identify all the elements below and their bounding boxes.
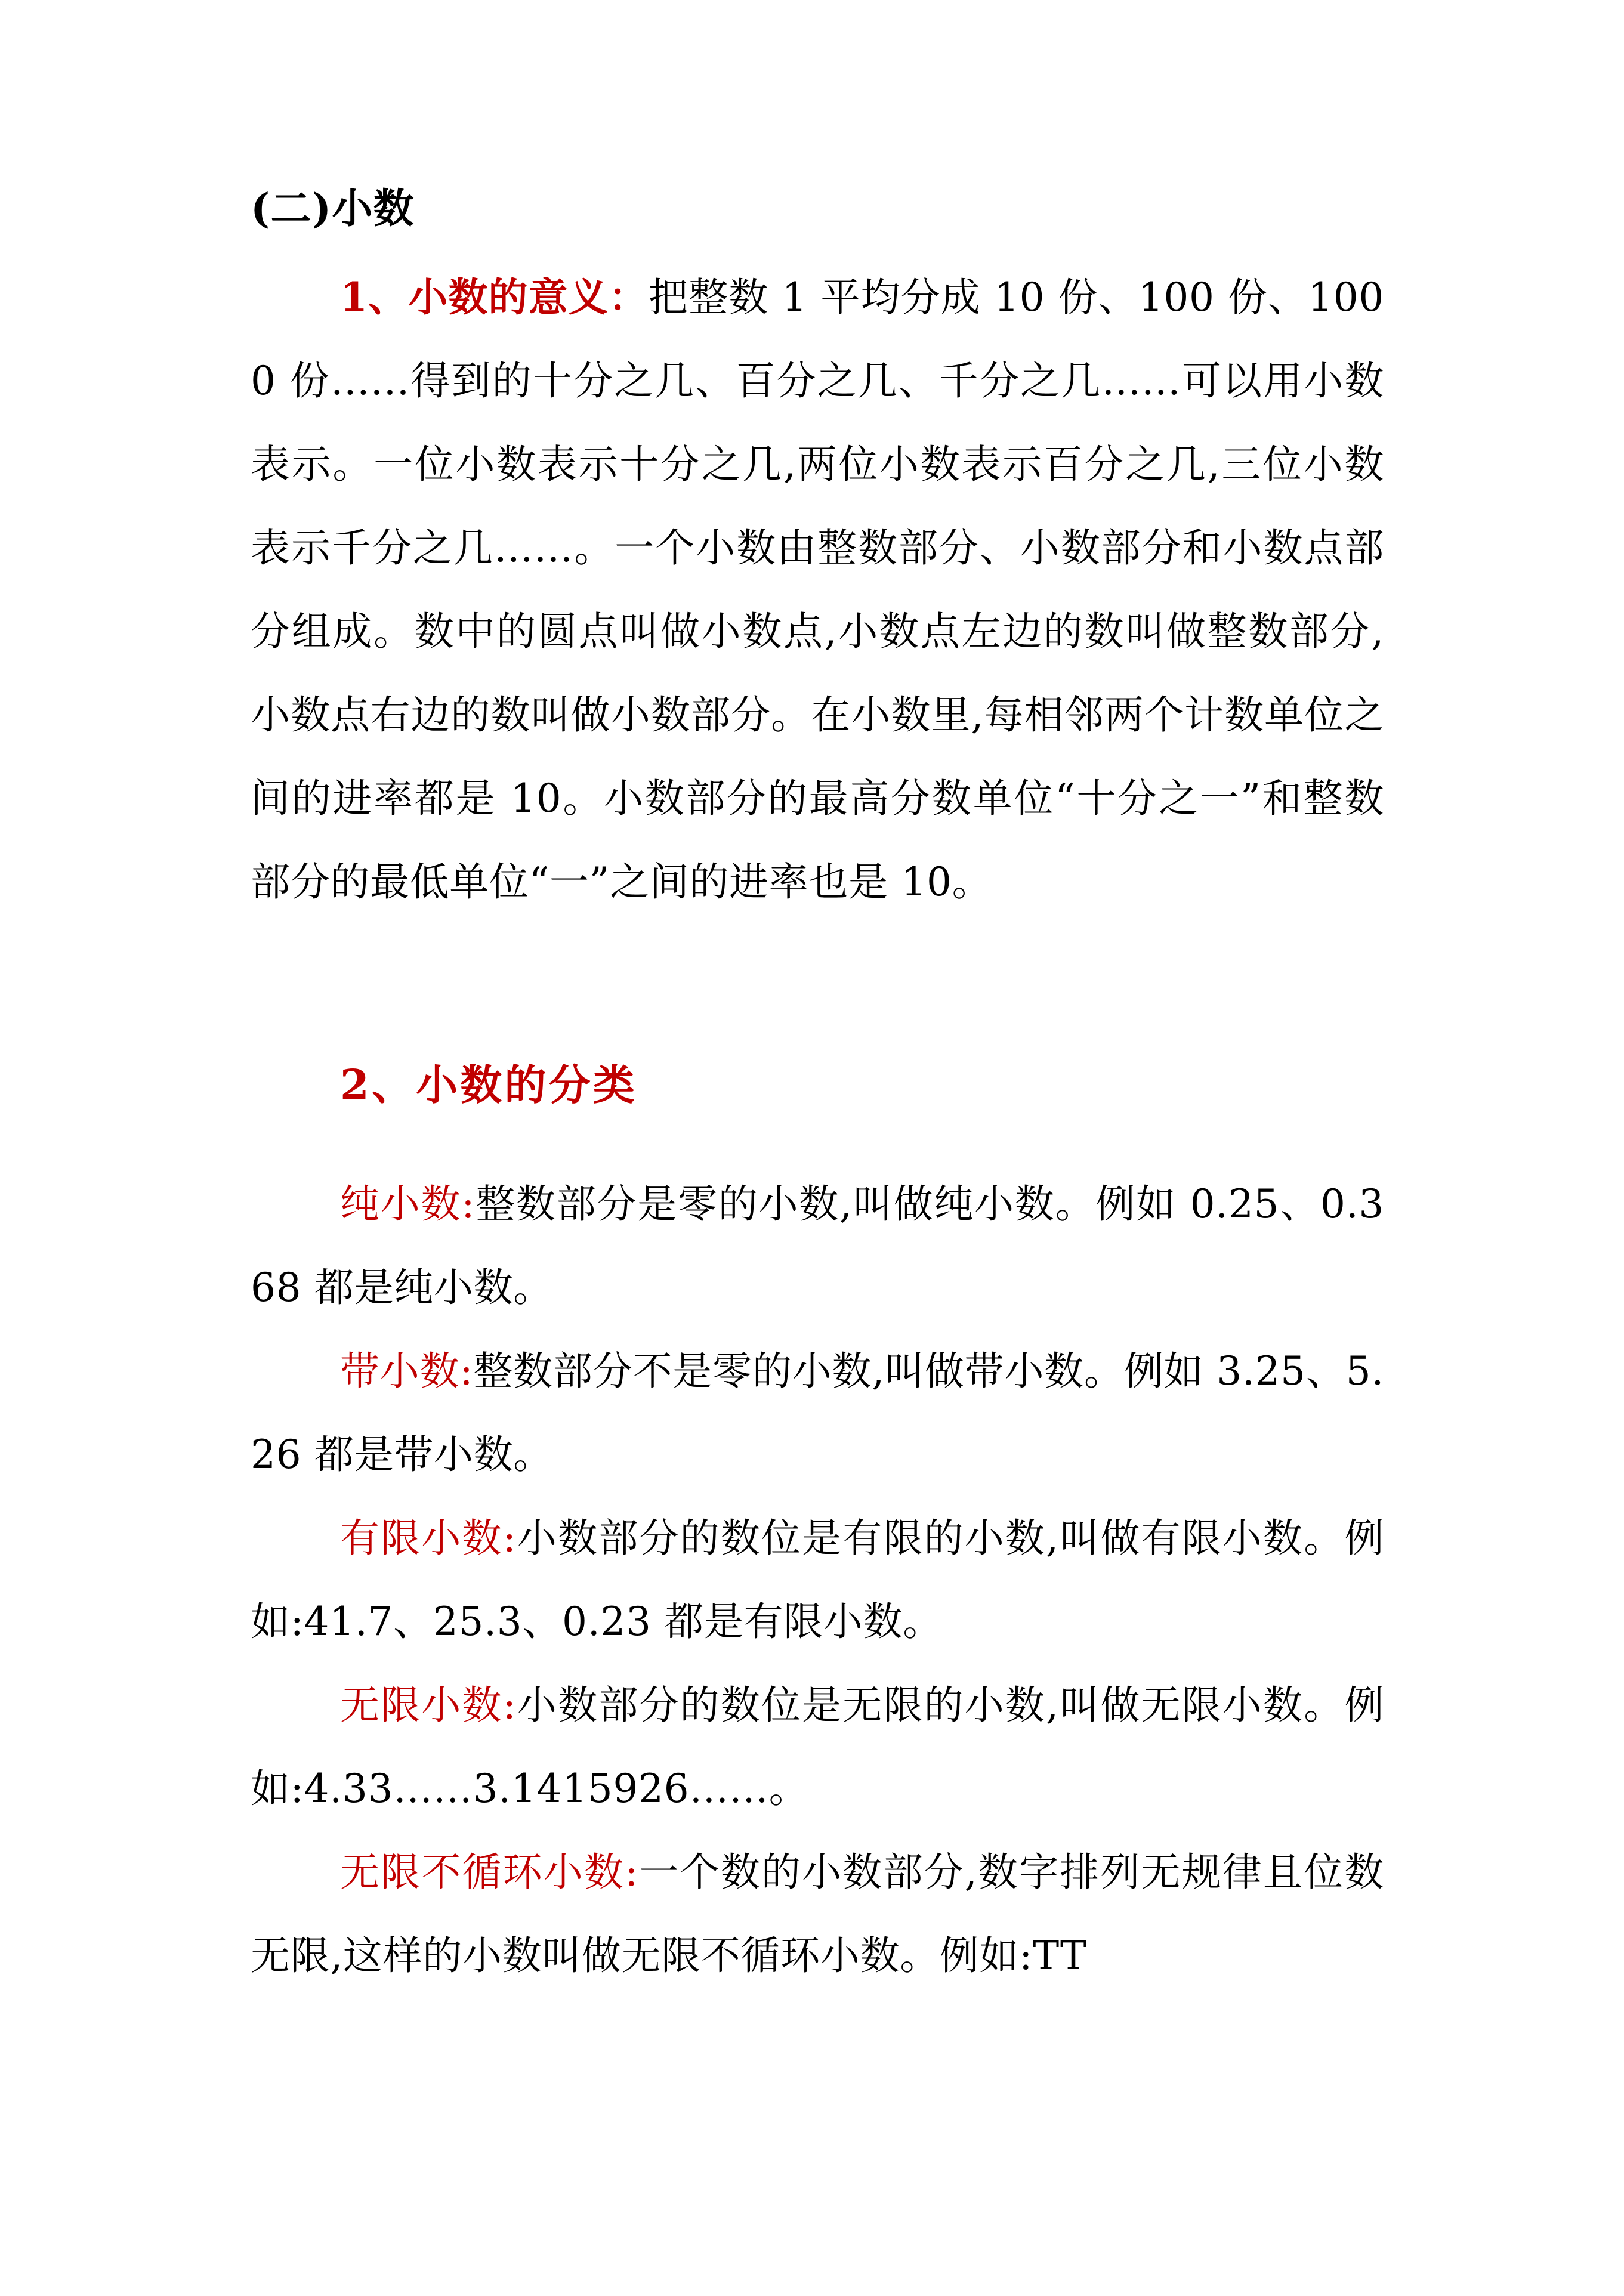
document-content (251, 179, 1384, 1998)
definition-body-pure-decimal: 整数部分是零的小数,叫做纯小数。例如 0.25、0.368 都是纯小数。 (251, 1181, 1384, 1311)
definition-body-mixed-decimal: 整数部分不是零的小数,叫做带小数。例如 3.25、5.26 都是带小数。 (251, 1348, 1384, 1478)
definition-infinite-nonrepeating-decimal (251, 1831, 1384, 1998)
page-title: (二)小数 (251, 185, 415, 233)
definition-pure-decimal (251, 1163, 1384, 1330)
definition-separator: : (461, 1181, 476, 1227)
definition-term-pure-decimal: 纯小数 (340, 1181, 462, 1227)
section-2-heading: 2、小数的分类 (340, 1060, 638, 1110)
definition-body-infinite-nonrepeating-decimal: 一个数的小数部分,数字排列无规律且位数无限,这样的小数叫做无限不循环小数。例如:TT (251, 1849, 1384, 1979)
definition-separator: : (502, 1515, 517, 1561)
definition-term-mixed-decimal: 带小数 (340, 1348, 460, 1394)
definition-separator: : (625, 1849, 639, 1895)
definition-separator: : (459, 1348, 474, 1394)
definition-finite-decimal (251, 1497, 1384, 1664)
section-1-label: 1、小数的意义： (340, 274, 649, 320)
definition-body-infinite-decimal: 小数部分的数位是无限的小数,叫做无限小数。例如:4.33……3.1415926……。 (251, 1682, 1385, 1812)
definition-body-finite-decimal: 小数部分的数位是有限的小数,叫做有限小数。例如:41.7、25.3、0.23 都是有限小数。 (251, 1515, 1385, 1645)
section-1-body: 把整数 1 平均分成 10 份、100 份、1000 份……得到的十分之几、百分之几、千分之几……可以用小数表示。一位小数表示十分之几,两位小数表示百分之几,三位小数表示千分之几……。一个小数由整数部分、小数部分和小数点部分组成。数中的圆点叫做小数点,小数点左边的数叫做整数部分,小数点右边的数叫做小数部分。在小数里,每相邻两个计数单位之间的进率都是 10。小数部分的最高分数单位“十分之一”和整数部分的最低单位“一”之间的进率也是 10。 (251, 274, 1384, 905)
definition-infinite-decimal (251, 1664, 1384, 1831)
definition-separator: : (502, 1682, 517, 1728)
section-spacer (251, 924, 1384, 1043)
definition-term-infinite-nonrepeating-decimal: 无限不循环小数 (340, 1849, 625, 1895)
definition-mixed-decimal (251, 1330, 1384, 1497)
definition-term-infinite-decimal: 无限小数 (340, 1682, 503, 1728)
heading-spacer (251, 1127, 1384, 1163)
definition-term-finite-decimal: 有限小数 (340, 1515, 503, 1561)
section-1-paragraph (251, 255, 1384, 924)
